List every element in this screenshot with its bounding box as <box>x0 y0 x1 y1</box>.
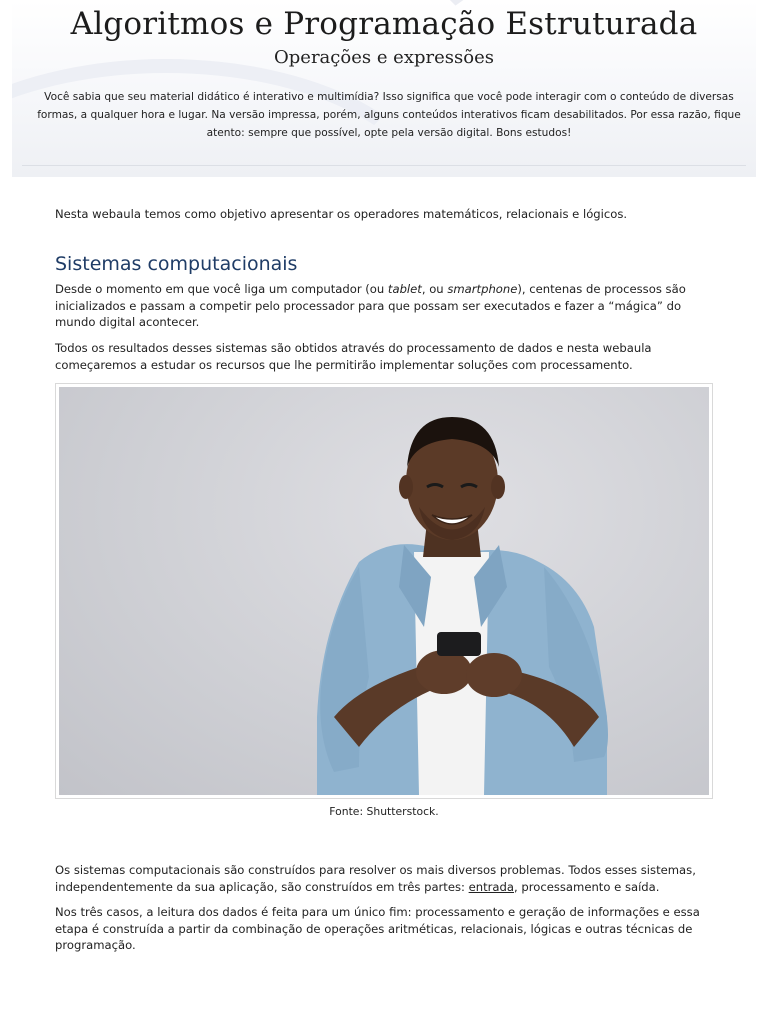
paragraph-1-text: ), centenas de processos são inicializados e passam a competir pelo processador para que possam ser executados e fazer a “mágica” do mundo digital acontecer. <box>55 282 686 329</box>
paragraph-block-4 <box>55 904 715 954</box>
paragraph-1-text: Desde o momento em que você liga um computador (ou <box>55 282 388 296</box>
figure-frame <box>55 383 713 799</box>
intro-block <box>55 206 715 223</box>
paragraph-1-tablet: tablet <box>387 282 422 296</box>
paragraph-1-text: , ou <box>421 282 448 296</box>
page-title: Algoritmos e Programação Estruturada <box>70 6 698 42</box>
section-heading-block <box>55 253 715 275</box>
paragraph-1 <box>55 281 715 331</box>
paragraph-1-smartphone: smartphone <box>447 282 518 296</box>
header-banner <box>12 0 756 177</box>
section-heading: Sistemas computacionais <box>55 253 298 275</box>
man-smartphone-illustration <box>59 387 709 795</box>
photo-man-with-smartphone <box>59 387 709 795</box>
header-divider <box>22 165 746 166</box>
paragraph-3 <box>55 862 715 895</box>
paragraph-3-text: Os sistemas computacionais são construídos para resolver os mais diversos problemas. Todos esses sistemas, independentemente da sua aplicação, são construídos em três partes: <box>55 863 696 894</box>
page-subtitle: Operações e expressões <box>274 47 494 68</box>
intro-paragraph: Nesta webaula temos como objetivo apresentar os operadores matemáticos, relacionais e lógicos. <box>55 207 628 221</box>
paragraph-block-2 <box>55 340 715 373</box>
paragraph-block-3 <box>55 862 715 895</box>
paragraph-block-1 <box>55 281 715 331</box>
paragraph-2: Todos os resultados desses sistemas são obtidos através do processamento de dados e nesta webaula começaremos a estudar os recursos que lhe permitirão implementar soluções com processamento. <box>55 341 652 372</box>
paragraph-4: Nos três casos, a leitura dos dados é feita para um único fim: processamento e geração de informações e essa etapa é construída a partir da combinação de operações aritméticas, relacionais, lógicas e outras técnicas de programação. <box>55 905 700 952</box>
interactive-notice: Você sabia que seu material didático é interativo e multimídia? Isso significa que você pode interagir com o conteúdo de diversas formas, a qualquer hora e lugar. Na versão impressa, porém, alguns conteúdos interativos ficam desabilitados. Por essa razão, fique atento: sempre que possível, opte pela versão digital. Bons estudos! <box>37 91 741 139</box>
figure-caption: Fonte: Shutterstock. <box>329 805 439 818</box>
paragraph-3-text: , processamento e saída. <box>514 879 660 894</box>
entrada-link[interactable]: entrada <box>468 879 514 894</box>
